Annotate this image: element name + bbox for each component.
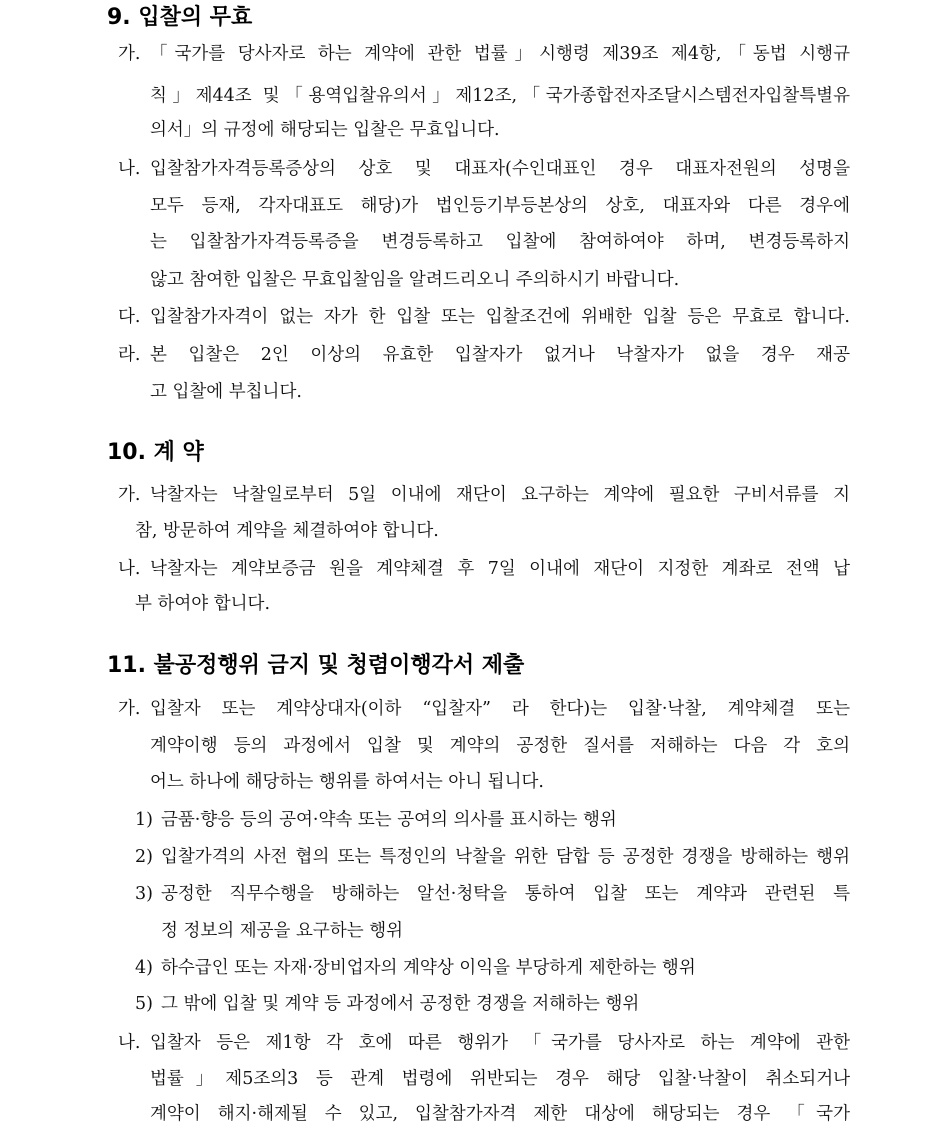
item-marker: 나. [118, 159, 141, 179]
subitem-text-line: 하수급인 또는 자재·장비업자의 계약상 이익을 부당하게 제한하는 행위 [161, 958, 696, 978]
subitem-text-line: 금품·향응 등의 공여·약속 또는 공여의 의사를 표시하는 행위 [161, 810, 617, 830]
item-text-line: 법률」제5조의3 등 관계 법령에 위반되는 경우 해당 입찰·낙찰이 취소되거나 [150, 1069, 850, 1089]
item-text-line: 낙찰자는 낙찰일로부터 5일 이내에 재단이 요구하는 계약에 필요한 구비서류를 지 [150, 485, 850, 505]
item-text-line: 입찰자 등은 제1항 각 호에 따른 행위가 「국가를 당사자로 하는 계약에 관한 [150, 1033, 850, 1053]
item-text-line: 고 입찰에 부칩니다. [150, 382, 302, 402]
subitem-marker: 3) [135, 884, 153, 904]
subitem-text-line: 그 밖에 입찰 및 계약 등 과정에서 공정한 경쟁을 저해하는 행위 [161, 994, 640, 1014]
item-text-line: 입찰참가자격이 없는 자가 한 입찰 또는 입찰조건에 위배한 입찰 등은 무효로 합니다. [150, 307, 850, 327]
item-text-line: 계약이 해지·해제될 수 있고, 입찰참가자격 제한 대상에 해당되는 경우 「국가 [150, 1104, 850, 1124]
item-text-line: 칙」제44조 및「용역입찰유의서」제12조,「국가종합전자조달시스템전자입찰특별유 [150, 86, 850, 106]
item-text-line: 의서」의 규정에 해당되는 입찰은 무효입니다. [150, 120, 500, 140]
section-heading-10: 10. 계 약 [107, 440, 204, 465]
item-text-line: 어느 하나에 해당하는 행위를 하여서는 아니 됩니다. [150, 772, 544, 792]
subitem-marker: 2) [135, 847, 153, 867]
item-text-line: 부 하여야 합니다. [135, 594, 271, 614]
section-heading-9: 9. 입찰의 무효 [107, 5, 253, 30]
item-marker: 가. [118, 699, 141, 719]
item-text-line: 입찰자 또는 계약상대자(이하 “입찰자” 라 한다)는 입찰·낙찰, 계약체결 또는 [150, 699, 850, 719]
item-text-line: 낙찰자는 계약보증금 원을 계약체결 후 7일 이내에 재단이 지정한 계좌로 전액 납 [150, 559, 850, 579]
item-text-line: 모두 등재, 각자대표도 해당)가 법인등기부등본상의 상호, 대표자와 다른 경우에 [150, 196, 850, 216]
item-marker: 라. [118, 345, 141, 365]
item-text-line: 는 입찰참가자격등록증을 변경등록하고 입찰에 참여하여야 하며, 변경등록하지 [150, 232, 850, 252]
subitem-marker: 1) [135, 810, 153, 830]
subitem-text-line: 입찰가격의 사전 협의 또는 특정인의 낙찰을 위한 담합 등 공정한 경쟁을 방해하는 행위 [161, 847, 850, 867]
subitem-text-line: 정 정보의 제공을 요구하는 행위 [161, 921, 404, 941]
item-text-line: 계약이행 등의 과정에서 입찰 및 계약의 공정한 질서를 저해하는 다음 각 호의 [150, 736, 850, 756]
item-text-line: 입찰참가자격등록증상의 상호 및 대표자(수인대표인 경우 대표자전원의 성명을 [150, 159, 850, 179]
item-text-line: 않고 참여한 입찰은 무효입찰임을 알려드리오니 주의하시기 바랍니다. [150, 270, 680, 290]
item-marker: 다. [118, 307, 141, 327]
subitem-marker: 4) [135, 958, 153, 978]
section-heading-11: 11. 불공정행위 금지 및 청렴이행각서 제출 [107, 653, 525, 678]
subitem-marker: 5) [135, 994, 153, 1014]
item-marker: 나. [118, 559, 141, 579]
item-text-line: 본 입찰은 2인 이상의 유효한 입찰자가 없거나 낙찰자가 없을 경우 재공 [150, 345, 850, 365]
item-marker: 가. [118, 44, 141, 64]
item-marker: 가. [118, 485, 141, 505]
item-text-line: 「국가를 당사자로 하는 계약에 관한 법률」시행령 제39조 제4항,「동법 시행규 [150, 44, 850, 64]
item-marker: 나. [118, 1033, 141, 1053]
item-text-line: 참, 방문하여 계약을 체결하여야 합니다. [135, 521, 439, 541]
subitem-text-line: 공정한 직무수행을 방해하는 알선·청탁을 통하여 입찰 또는 계약과 관련된 특 [161, 884, 850, 904]
